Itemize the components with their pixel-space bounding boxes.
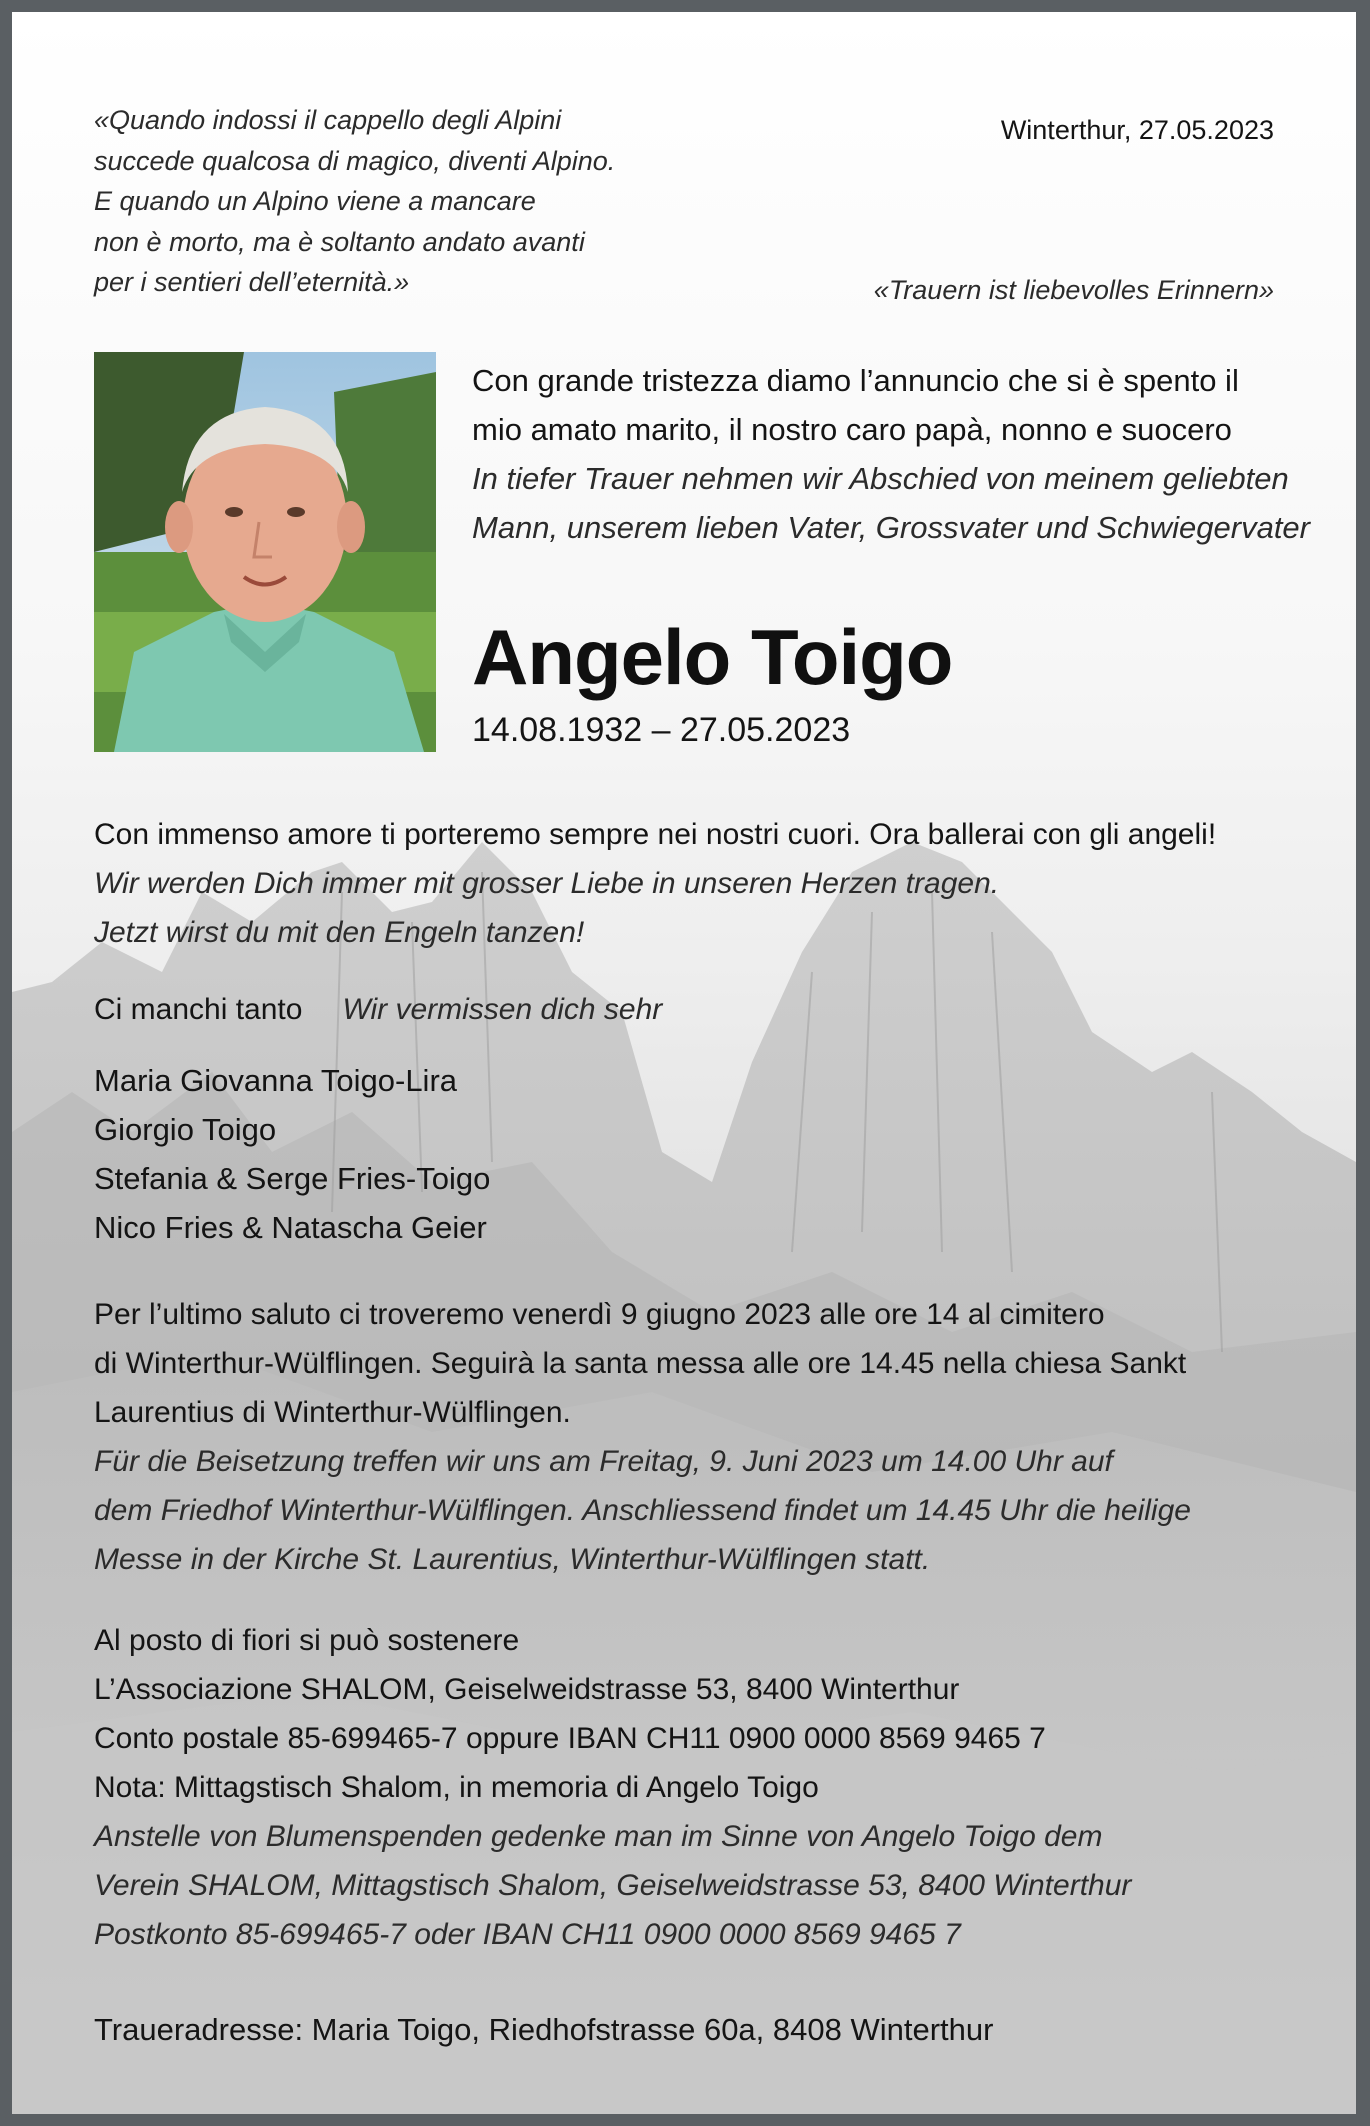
donation-info: [94, 1616, 1131, 1959]
donation-it-line-1: Al posto di fiori si può sostenere: [94, 1624, 520, 1657]
intro-de-line-1: In tiefer Trauer nehmen wir Abschied von meinem geliebten: [472, 461, 1289, 496]
miss-it: Ci manchi tanto: [94, 993, 303, 1026]
donation-it-line-4: Nota: Mittagstisch Shalom, in memoria di Angelo Toigo: [94, 1771, 819, 1804]
motto-german: «Trauern ist liebevolles Erinnern»: [873, 275, 1274, 305]
mourning-address: Traueradresse: Maria Toigo, Riedhofstrasse 60a, 8408 Winterthur: [94, 2012, 994, 2047]
family-member: Maria Giovanna Toigo-Lira: [94, 1063, 458, 1098]
intro-de-line-2: Mann, unserem lieben Vater, Grossvater und Schwiegervater: [472, 510, 1310, 545]
life-dates: 14.08.1932 – 27.05.2023: [472, 711, 851, 749]
service-it-line-2: di Winterthur-Wülflingen. Seguirà la santa messa alle ore 14.45 nella chiesa Sankt: [94, 1347, 1187, 1380]
family-member: Giorgio Toigo: [94, 1112, 277, 1147]
family-member: Stefania & Serge Fries-Toigo: [94, 1161, 491, 1196]
family-list: [94, 1056, 490, 1252]
service-it-line-1: Per l’ultimo saluto ci troveremo venerdì 9 giugno 2023 alle ore 14 al cimitero: [94, 1298, 1105, 1331]
donation-de-line-1: Anstelle von Blumenspenden gedenke man im Sinne von Angelo Toigo dem: [94, 1820, 1103, 1853]
service-it-line-3: Laurentius di Winterthur-Wülflingen.: [94, 1396, 571, 1429]
service-de-line-2: dem Friedhof Winterthur-Wülflingen. Anschliessend findet um 14.45 Uhr die heilige: [94, 1494, 1191, 1527]
donation-de-line-2: Verein SHALOM, Mittagstisch Shalom, Geiselweidstrasse 53, 8400 Winterthur: [94, 1869, 1132, 1902]
intro-it-line-2: mio amato marito, il nostro caro papà, nonno e suocero: [472, 412, 1232, 447]
love-message: [94, 810, 1216, 957]
announcement-intro: [472, 356, 1310, 552]
service-de-line-1: Für die Beisetzung treffen wir uns am Freitag, 9. Juni 2023 um 14.00 Uhr auf: [94, 1445, 1113, 1478]
obituary-sheet: [12, 12, 1356, 2114]
donation-it-line-2: L’Associazione SHALOM, Geiselweidstrasse 53, 8400 Winterthur: [94, 1673, 960, 1706]
family-member: Nico Fries & Natascha Geier: [94, 1210, 487, 1245]
miss-de: Wir vermissen dich sehr: [342, 993, 663, 1026]
deceased-name: Angelo Toigo: [472, 613, 953, 701]
alpini-quote: «Quando indossi il cappello degli Alpini succede qualcosa di magico, diventi Alpino. E quando un Alpino viene a mancare non è morto, ma è soltanto andato avanti per i sentieri dell’eternità.»: [94, 105, 616, 297]
portrait-photo: [94, 352, 436, 752]
love-it-line: Con immenso amore ti porteremo sempre nei nostri cuori. Ora ballerai con gli angeli!: [94, 818, 1217, 851]
donation-de-line-3: Postkonto 85-699465-7 oder IBAN CH11 0900 0000 8569 9465 7: [94, 1918, 961, 1951]
donation-it-line-3: Conto postale 85-699465-7 oppure IBAN CH11 0900 0000 8569 9465 7: [94, 1722, 1046, 1755]
intro-it-line-1: Con grande tristezza diamo l’annuncio che si è spento il: [472, 363, 1239, 398]
miss-you-line: [94, 990, 662, 1030]
love-de-line-2: Jetzt wirst du mit den Engeln tanzen!: [94, 916, 585, 949]
funeral-service-info: [94, 1290, 1191, 1584]
love-de-line-1: Wir werden Dich immer mit grosser Liebe in unseren Herzen tragen.: [94, 867, 1000, 900]
service-de-line-3: Messe in der Kirche St. Laurentius, Winterthur-Wülflingen statt.: [94, 1543, 931, 1576]
place-date: Winterthur, 27.05.2023: [1000, 115, 1274, 145]
